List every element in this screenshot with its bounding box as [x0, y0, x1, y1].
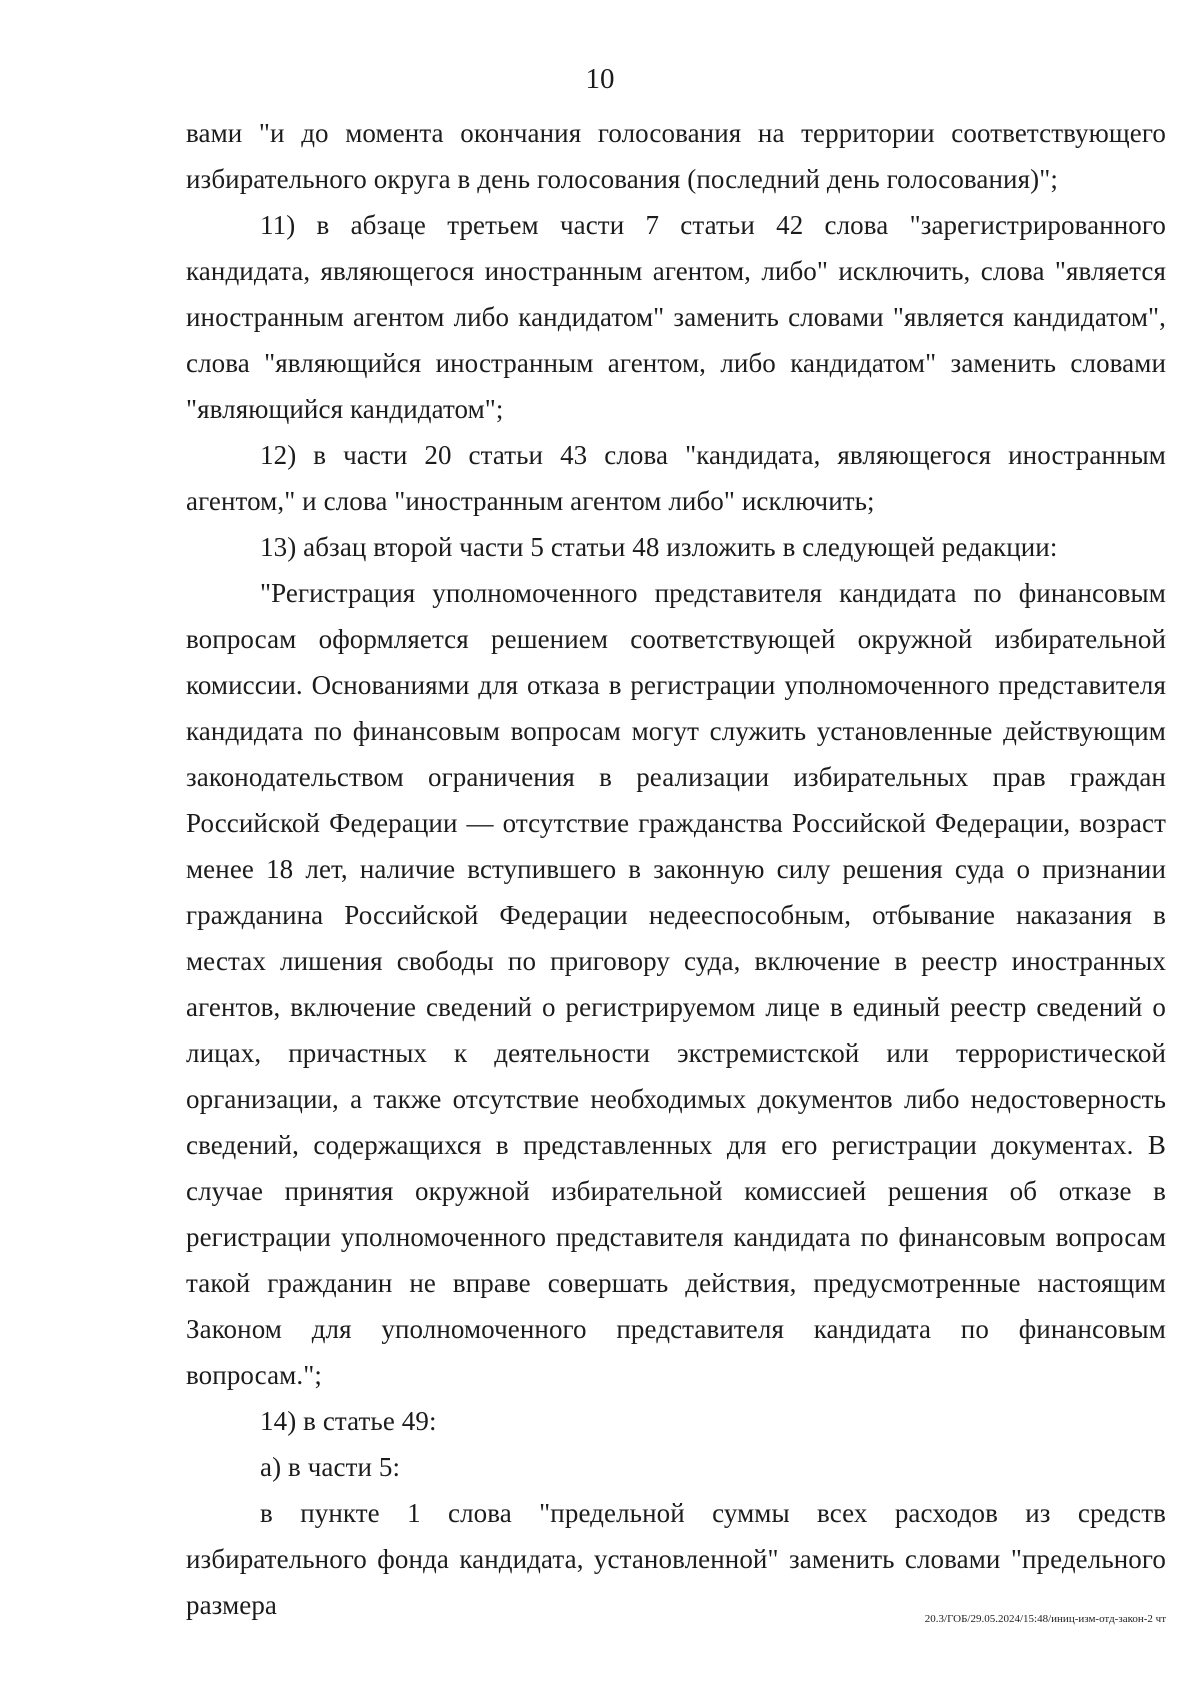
- paragraph-quoted-text: "Регистрация уполномоченного представителя кандидата по финансовым вопросам оформляется решением соответствующей окружной избирательной комиссии. Основаниями для отказа в регистрации уполномоченного представителя кандидата по финансовым вопросам могут служить установленные действующим законодательством ограничения в реализации избирательных прав граждан Российской Федерации — отсутствие гражданства Российской Федерации, возраст менее 18 лет, наличие вступившего в законную силу решения суда о признании гражданина Российской Федерации недееспособным, отбывание наказания в местах лишения свободы по приговору суда, включение в реестр иностранных агентов, включение сведений о регистрируемом лице в единый реестр сведений о лицах, причастных к деятельности экстремистской или террористической организации, а также отсутствие необходимых документов либо недостоверность сведений, содержащихся в представленных для его регистрации документах. В случае принятия окружной избирательной комиссией решения об отказе в регистрации уполномоченного представителя кандидата по финансовым вопросам такой гражданин не вправе совершать действия, предусмотренные настоящим Законом для уполномоченного представителя кандидата по финансовым вопросам.";: [186, 578, 1166, 1390]
- paragraph-item-14: 14) в статье 49:: [260, 1406, 437, 1436]
- page-number: 10: [585, 63, 615, 95]
- paragraph-item-12: 12) в части 20 статьи 43 слова "кандидата, являющегося иностранным агентом," и слова "иностранным агентом либо" исключить;: [186, 440, 1166, 516]
- paragraph-item-13: 13) абзац второй части 5 статьи 48 изложить в следующей редакции:: [260, 532, 1058, 562]
- paragraph-continuation: вами "и до момента окончания голосования на территории соответствующего избирательного округа в день голосования (последний день голосования)";: [186, 118, 1166, 194]
- footer-reference: 20.3/ГОБ/29.05.2024/15:48/иниц-изм-отд-закон-2 чт: [924, 1613, 1166, 1625]
- paragraph-subitem-a: а) в части 5:: [260, 1452, 401, 1482]
- paragraph-item-11: 11) в абзаце третьем части 7 статьи 42 слова "зарегистрированного кандидата, являющегося иностранным агентом, либо" исключить, слова "является иностранным агентом либо кандидатом" заменить словами "является кандидатом", слова "являющийся иностранным агентом, либо кандидатом" заменить словами "являющийся кандидатом";: [186, 210, 1166, 424]
- paragraph-point-1: в пункте 1 слова "предельной суммы всех расходов из средств избирательного фонда кандидата, установленной" заменить словами "предельного размера: [186, 1498, 1166, 1620]
- document-body: [186, 110, 1166, 1628]
